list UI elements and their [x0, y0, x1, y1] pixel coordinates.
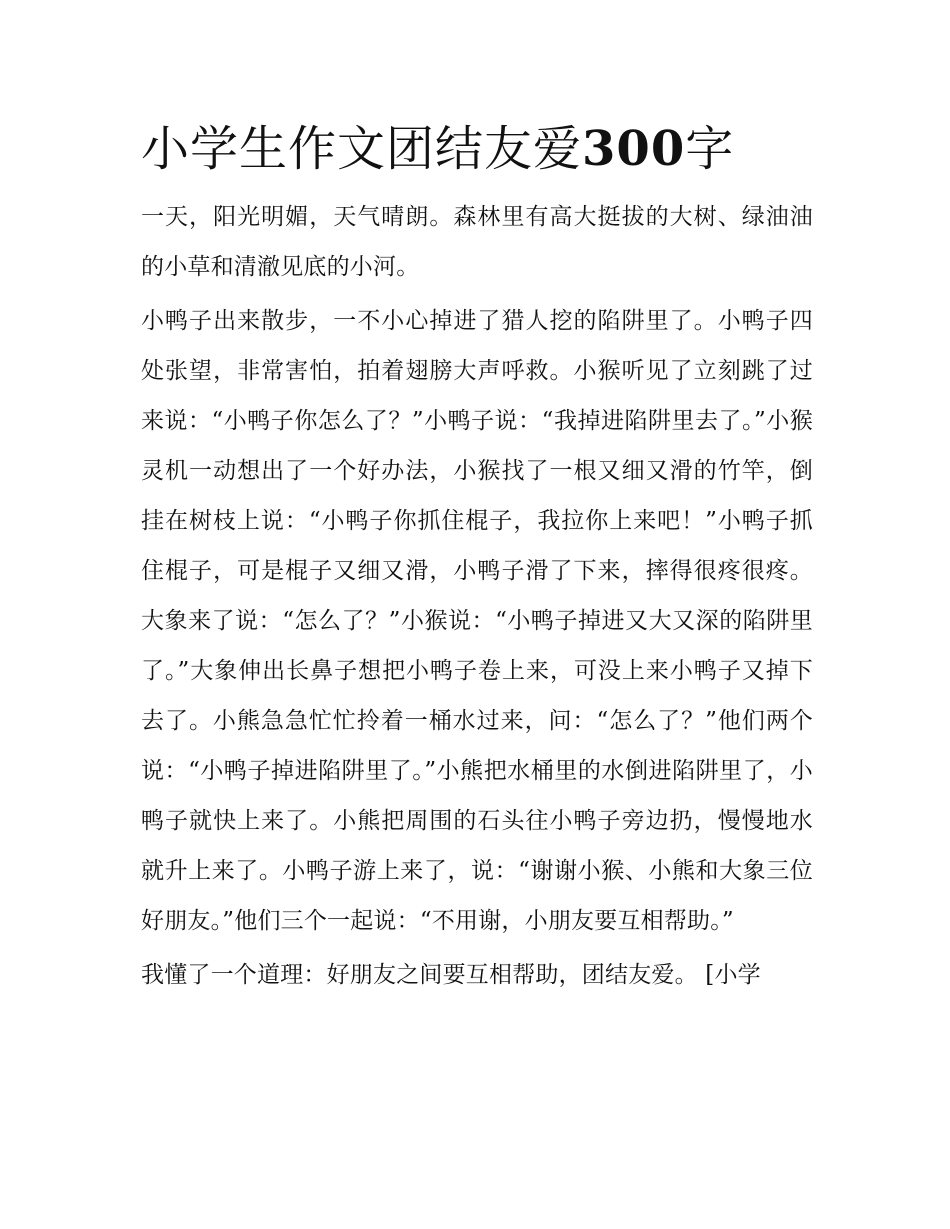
paragraph-intro: 一天，阳光明媚，天气晴朗。森林里有高大挺拔的大树、绿油油的小草和清澈见底的小河。 — [141, 204, 813, 280]
paragraph-conclusion: 我懂了一个道理：好朋友之间要互相帮助，团结友爱。 [小学 — [141, 962, 761, 988]
document-title — [141, 118, 813, 180]
title-main-text: 小学生作文团结友爱 — [141, 121, 583, 177]
document-body — [141, 118, 813, 1004]
title-number: 300 — [582, 121, 686, 177]
paragraph-story: 小鸭子出来散步，一不小心掉进了猎人挖的陷阱里了。小鸭子四处张望，非常害怕，拍着翅膀大声呼救。小猴听见了立刻跳了过来说：“小鸭子你怎么了？”小鸭子说：“我掉进陷阱里去了。”小猴灵机一动想出了一个好办法，小猴找了一根又细又滑的竹竿，倒挂在树枝上说：“小鸭子你抓住棍子，我拉你上来吧！”小鸭子抓住棍子，可是棍子又细又滑，小鸭子滑了下来，摔得很疼很疼。大象来了说：“怎么了？”小猴说：“小鸭子掉进又大又深的陷阱里了。”大象伸出长鼻子想把小鸭子卷上来，可没上来小鸭子又掉下去了。小熊急急忙忙拎着一桶水过来，问：“怎么了？”他们两个说：“小鸭子掉进陷阱里了。”小熊把水桶里的水倒进陷阱里了，小鸭子就快上来了。小熊把周围的石头往小鸭子旁边扔，慢慢地水就升上来了。小鸭子游上来了，说：“谢谢小猴、小熊和大象三位好朋友。”他们三个一起说：“不用谢，小朋友要互相帮助。” — [141, 308, 813, 934]
title-suffix: 字 — [685, 121, 735, 177]
